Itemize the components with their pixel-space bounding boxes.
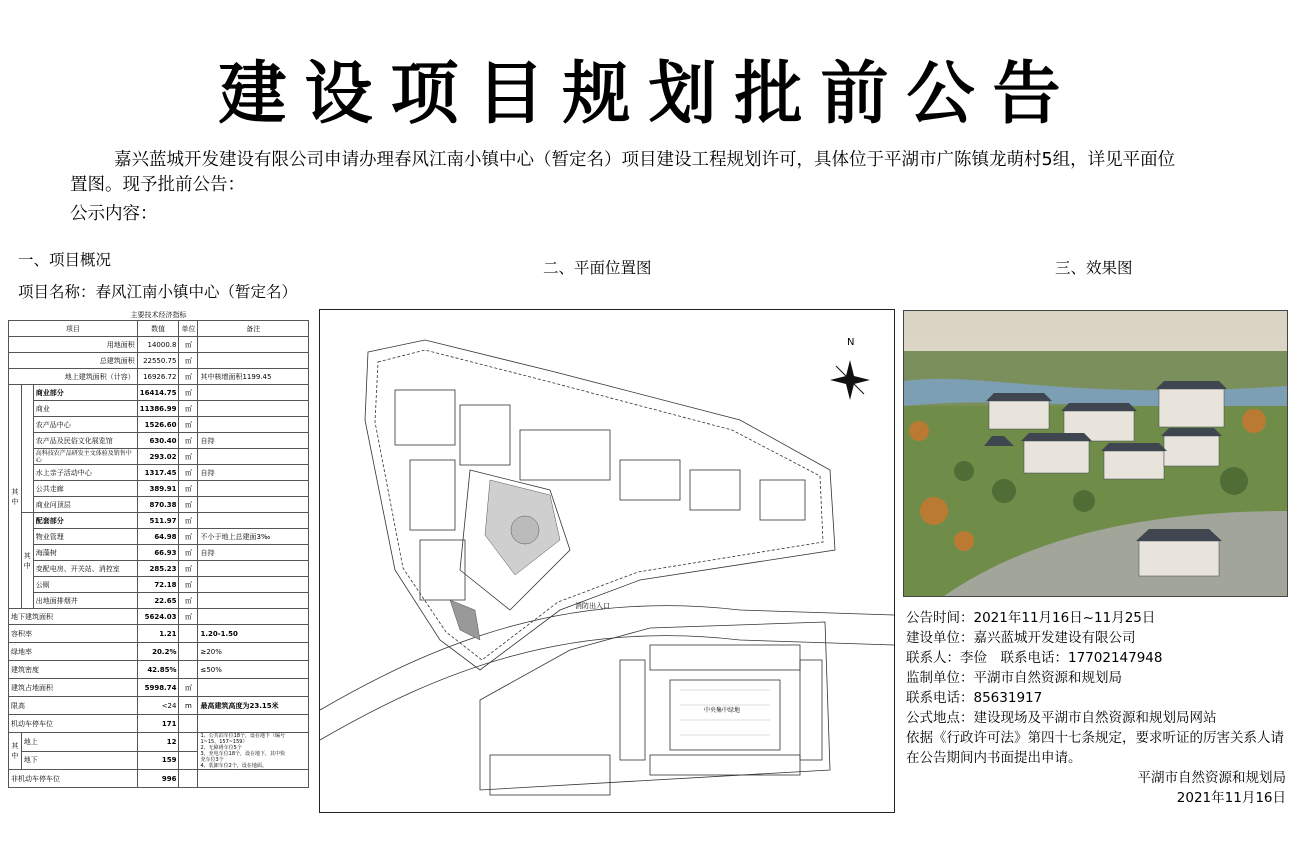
table-row: 容积率 1.21 1.20-1.50 bbox=[9, 625, 309, 643]
south-plot-boundary bbox=[480, 622, 830, 790]
notice-block bbox=[906, 608, 1286, 808]
intro-paragraph: 嘉兴蓝城开发建设有限公司申请办理春风江南小镇中心（暂定名）项目建设工程规划许可，具体位于平湖市广陈镇龙萌村5组，详见平面位置图。现予批前公告： bbox=[70, 150, 1176, 195]
table-row: 总建筑面积 22550.75 ㎡ bbox=[9, 353, 309, 369]
notice-builder: 建设单位：嘉兴蓝城开发建设有限公司 bbox=[906, 630, 1136, 646]
notice-location: 公式地点：建设现场及平湖市自然资源和规划局网站 bbox=[906, 710, 1217, 726]
table-row: 农产品及民俗文化展览馆 630.40 ㎡ 自持 bbox=[9, 433, 309, 449]
table-caption: 主要技术经济指标 bbox=[9, 310, 309, 321]
table-row: 出地面排烟井 22.65 ㎡ bbox=[9, 593, 309, 609]
table-row: 非机动车停车位 996 bbox=[9, 770, 309, 788]
table-row: 公共走廊 389.91 ㎡ bbox=[9, 481, 309, 497]
header-value: 数值 bbox=[137, 321, 179, 337]
table-row: 地下建筑面积 5624.03 ㎡ bbox=[9, 609, 309, 625]
table-header-row bbox=[9, 321, 309, 337]
header-item: 项目 bbox=[9, 321, 138, 337]
north-arrow bbox=[830, 337, 870, 400]
north-label: N bbox=[847, 337, 855, 348]
page-title: 建设项目规划批前公告 bbox=[218, 55, 1079, 134]
table-row: 公厕 72.18 ㎡ bbox=[9, 577, 309, 593]
table-row: 海藻树 66.93 ㎡ 自持 bbox=[9, 545, 309, 561]
intro-text bbox=[70, 148, 1180, 227]
table-row: 商业 11386.99 ㎡ bbox=[9, 401, 309, 417]
central-green bbox=[670, 680, 780, 750]
notice-issuer: 平湖市自然资源和规划局 bbox=[1137, 770, 1286, 786]
notice-supervisor: 监制单位：平湖市自然资源和规划局 bbox=[906, 670, 1122, 686]
table-row: 商业问顶层 870.38 ㎡ bbox=[9, 497, 309, 513]
publicity-content-label: 公示内容： bbox=[70, 204, 158, 224]
table-row: 物业管理 64.98 ㎡ 不小于地上总建面3‰ bbox=[9, 529, 309, 545]
table-row: 高科技农产品研发主文体验及销售中心 293.02 ㎡ bbox=[9, 449, 309, 465]
table-row: 其 中 配套部分 511.97 ㎡ bbox=[9, 513, 309, 529]
table-row: 建筑密度 42.85% ≤50% bbox=[9, 661, 309, 679]
site-plan-svg bbox=[320, 310, 894, 812]
section-site-plan: 二、平面位置图 bbox=[543, 259, 652, 277]
section-rendering: 三、效果图 bbox=[1055, 259, 1133, 277]
north-plot-boundary bbox=[365, 340, 835, 670]
rendering-image bbox=[903, 310, 1288, 597]
notice-time: 公告时间：2021年11月16日~11月25日 bbox=[906, 610, 1156, 626]
table-row: 限高 <24 m 最高建筑高度为23.15米 bbox=[9, 697, 309, 715]
table-row: 其中 商业部分 16414.75 ㎡ bbox=[9, 385, 309, 401]
notice-law: 依据《行政许可法》第四十七条规定，要求听证的厉害关系人请在公告期间内书面提出申请。 bbox=[906, 730, 1284, 766]
table-row: 用地面积 14000.8 ㎡ bbox=[9, 337, 309, 353]
technical-index-table bbox=[8, 310, 309, 788]
green-label: 中央集中绿地 bbox=[704, 707, 741, 714]
notice-supervisor-phone: 联系电话：85631917 bbox=[906, 690, 1043, 706]
header-note: 备注 bbox=[198, 321, 309, 337]
header-unit: 单位 bbox=[179, 321, 198, 337]
site-plan-drawing bbox=[319, 309, 895, 813]
table-row: 机动车停车位 171 bbox=[9, 715, 309, 733]
table-row: 建筑占地面积 5998.74 ㎡ bbox=[9, 679, 309, 697]
table-row: 地下 159 bbox=[9, 751, 309, 770]
table-row: 水上亲子活动中心 1317.45 ㎡ 自持 bbox=[9, 465, 309, 481]
table-row: 绿地率 20.2% ≥20% bbox=[9, 643, 309, 661]
table-row: 变配电房、开关站、消控室 285.23 ㎡ bbox=[9, 561, 309, 577]
project-name: 项目名称：春风江南小镇中心（暂定名） bbox=[18, 283, 298, 301]
table-row: 地上建筑面积（计容） 16926.72 ㎡ 其中核增面积1199.45 bbox=[9, 369, 309, 385]
notice-contact: 联系人：李俭 联系电话：17702147948 bbox=[906, 650, 1163, 666]
fire-entrance-label: 消防出入口 bbox=[575, 602, 610, 610]
section-overview: 一、项目概况 bbox=[18, 251, 112, 269]
side-label-qizhong: 其中 bbox=[9, 385, 22, 609]
table-row: 农产品中心 1526.60 ㎡ bbox=[9, 417, 309, 433]
rendering-svg bbox=[904, 311, 1287, 596]
notice-date: 2021年11月16日 bbox=[1176, 790, 1286, 806]
parking-notes: 1、公共泊车位18个，设在地下（编号 1~15、157~159） 2、无障碍车位5个 3、充电车位18个，设在地下，其中快 充车位3个 4、装卸车位2个，设在地面。 bbox=[198, 733, 309, 770]
table-row: 其 中 地上 12 1、公共泊车位18个，设在地下（编号 1~15、157~159） 2、无障碍车位5个 3、充电车位18个，设在地下，其中快 充车位3个 4、装卸车位2个，设在地面。 bbox=[9, 733, 309, 752]
